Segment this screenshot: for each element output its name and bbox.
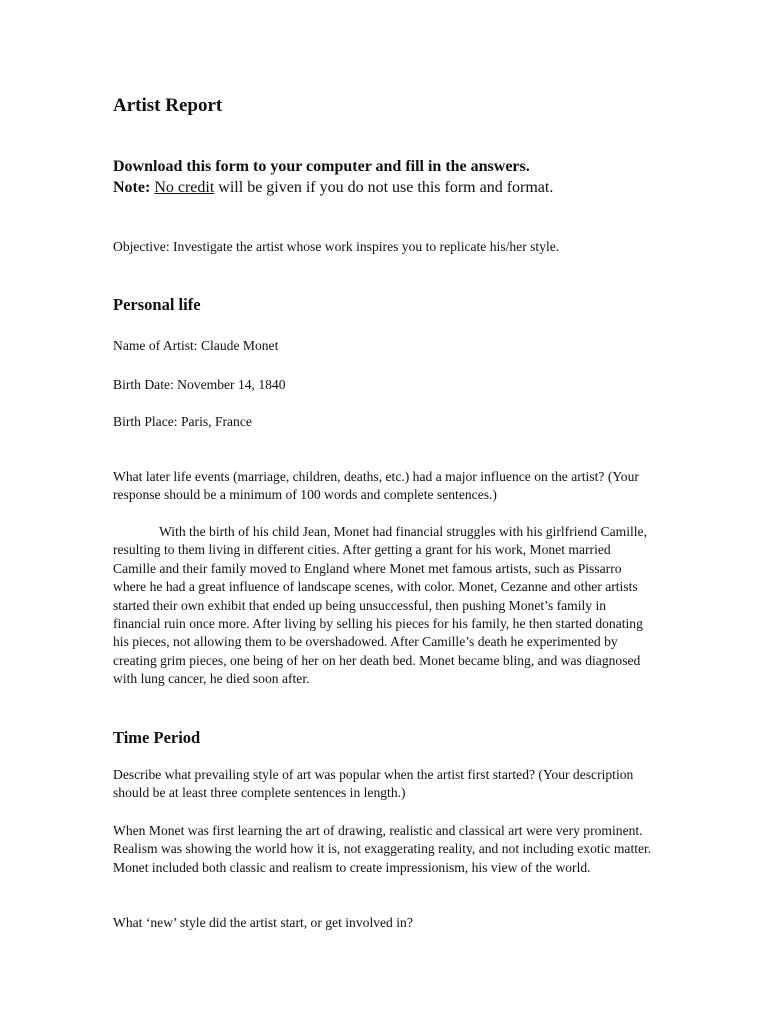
download-instruction: Download this form to your computer and fill in the answers. (113, 158, 530, 175)
section-heading-personal-life: Personal life (113, 295, 201, 314)
no-credit-text: No credit (154, 179, 215, 196)
life-events-question: What later life events (marriage, children, deaths, etc.) had a major influence on the artist? (Your response should be a minimum of 100 words and complete sentences.) (113, 469, 639, 503)
style-answer: When Monet was first learning the art of drawing, realistic and classical art were very prominent. Realism was showing the world how it is, not exaggerating reality, and not including exotic matter. Monet included both classic and realism to create impressionism, his view of the world. (113, 823, 652, 875)
report-title: Artist Report (113, 95, 223, 116)
instructions (113, 156, 553, 198)
artist-name-field: Name of Artist: Claude Monet (113, 338, 279, 353)
objective-text: Objective: Investigate the artist whose work inspires you to replicate his/her style. (113, 239, 560, 254)
style-question: Describe what prevailing style of art was popular when the artist first started? (Your description should be at least three complete sentences in length.) (113, 767, 634, 801)
note-line (113, 177, 553, 198)
note-rest-text: will be given if you do not use this form and format. (214, 179, 554, 196)
note-label: Note: (113, 179, 151, 196)
birth-date-field: Birth Date: November 14, 1840 (113, 377, 286, 392)
new-style-question: What ‘new’ style did the artist start, or get involved in? (113, 915, 413, 930)
birth-place-field: Birth Place: Paris, France (113, 414, 252, 429)
life-events-answer: With the birth of his child Jean, Monet had financial struggles with his girlfriend Camille, resulting to them living in different cities. After getting a grant for his work, Monet married Camille and their family moved to England where Monet met famous artists, such as Pissarro where he had a great influence of landscape scenes, with color. Monet, Cezanne and other artists started their own exhibit that ended up being unsuccessful, then pushing Monet’s family in financial ruin once more. After living by selling his pieces for his family, he then started donating his pieces, not allowing them to be overshadowed. After Camille’s death he experimented by creating grim pieces, one being of her on her death bed. Monet became bling, and was diagnosed with lung cancer, he died soon after. (113, 524, 647, 687)
section-heading-time-period: Time Period (113, 728, 201, 747)
